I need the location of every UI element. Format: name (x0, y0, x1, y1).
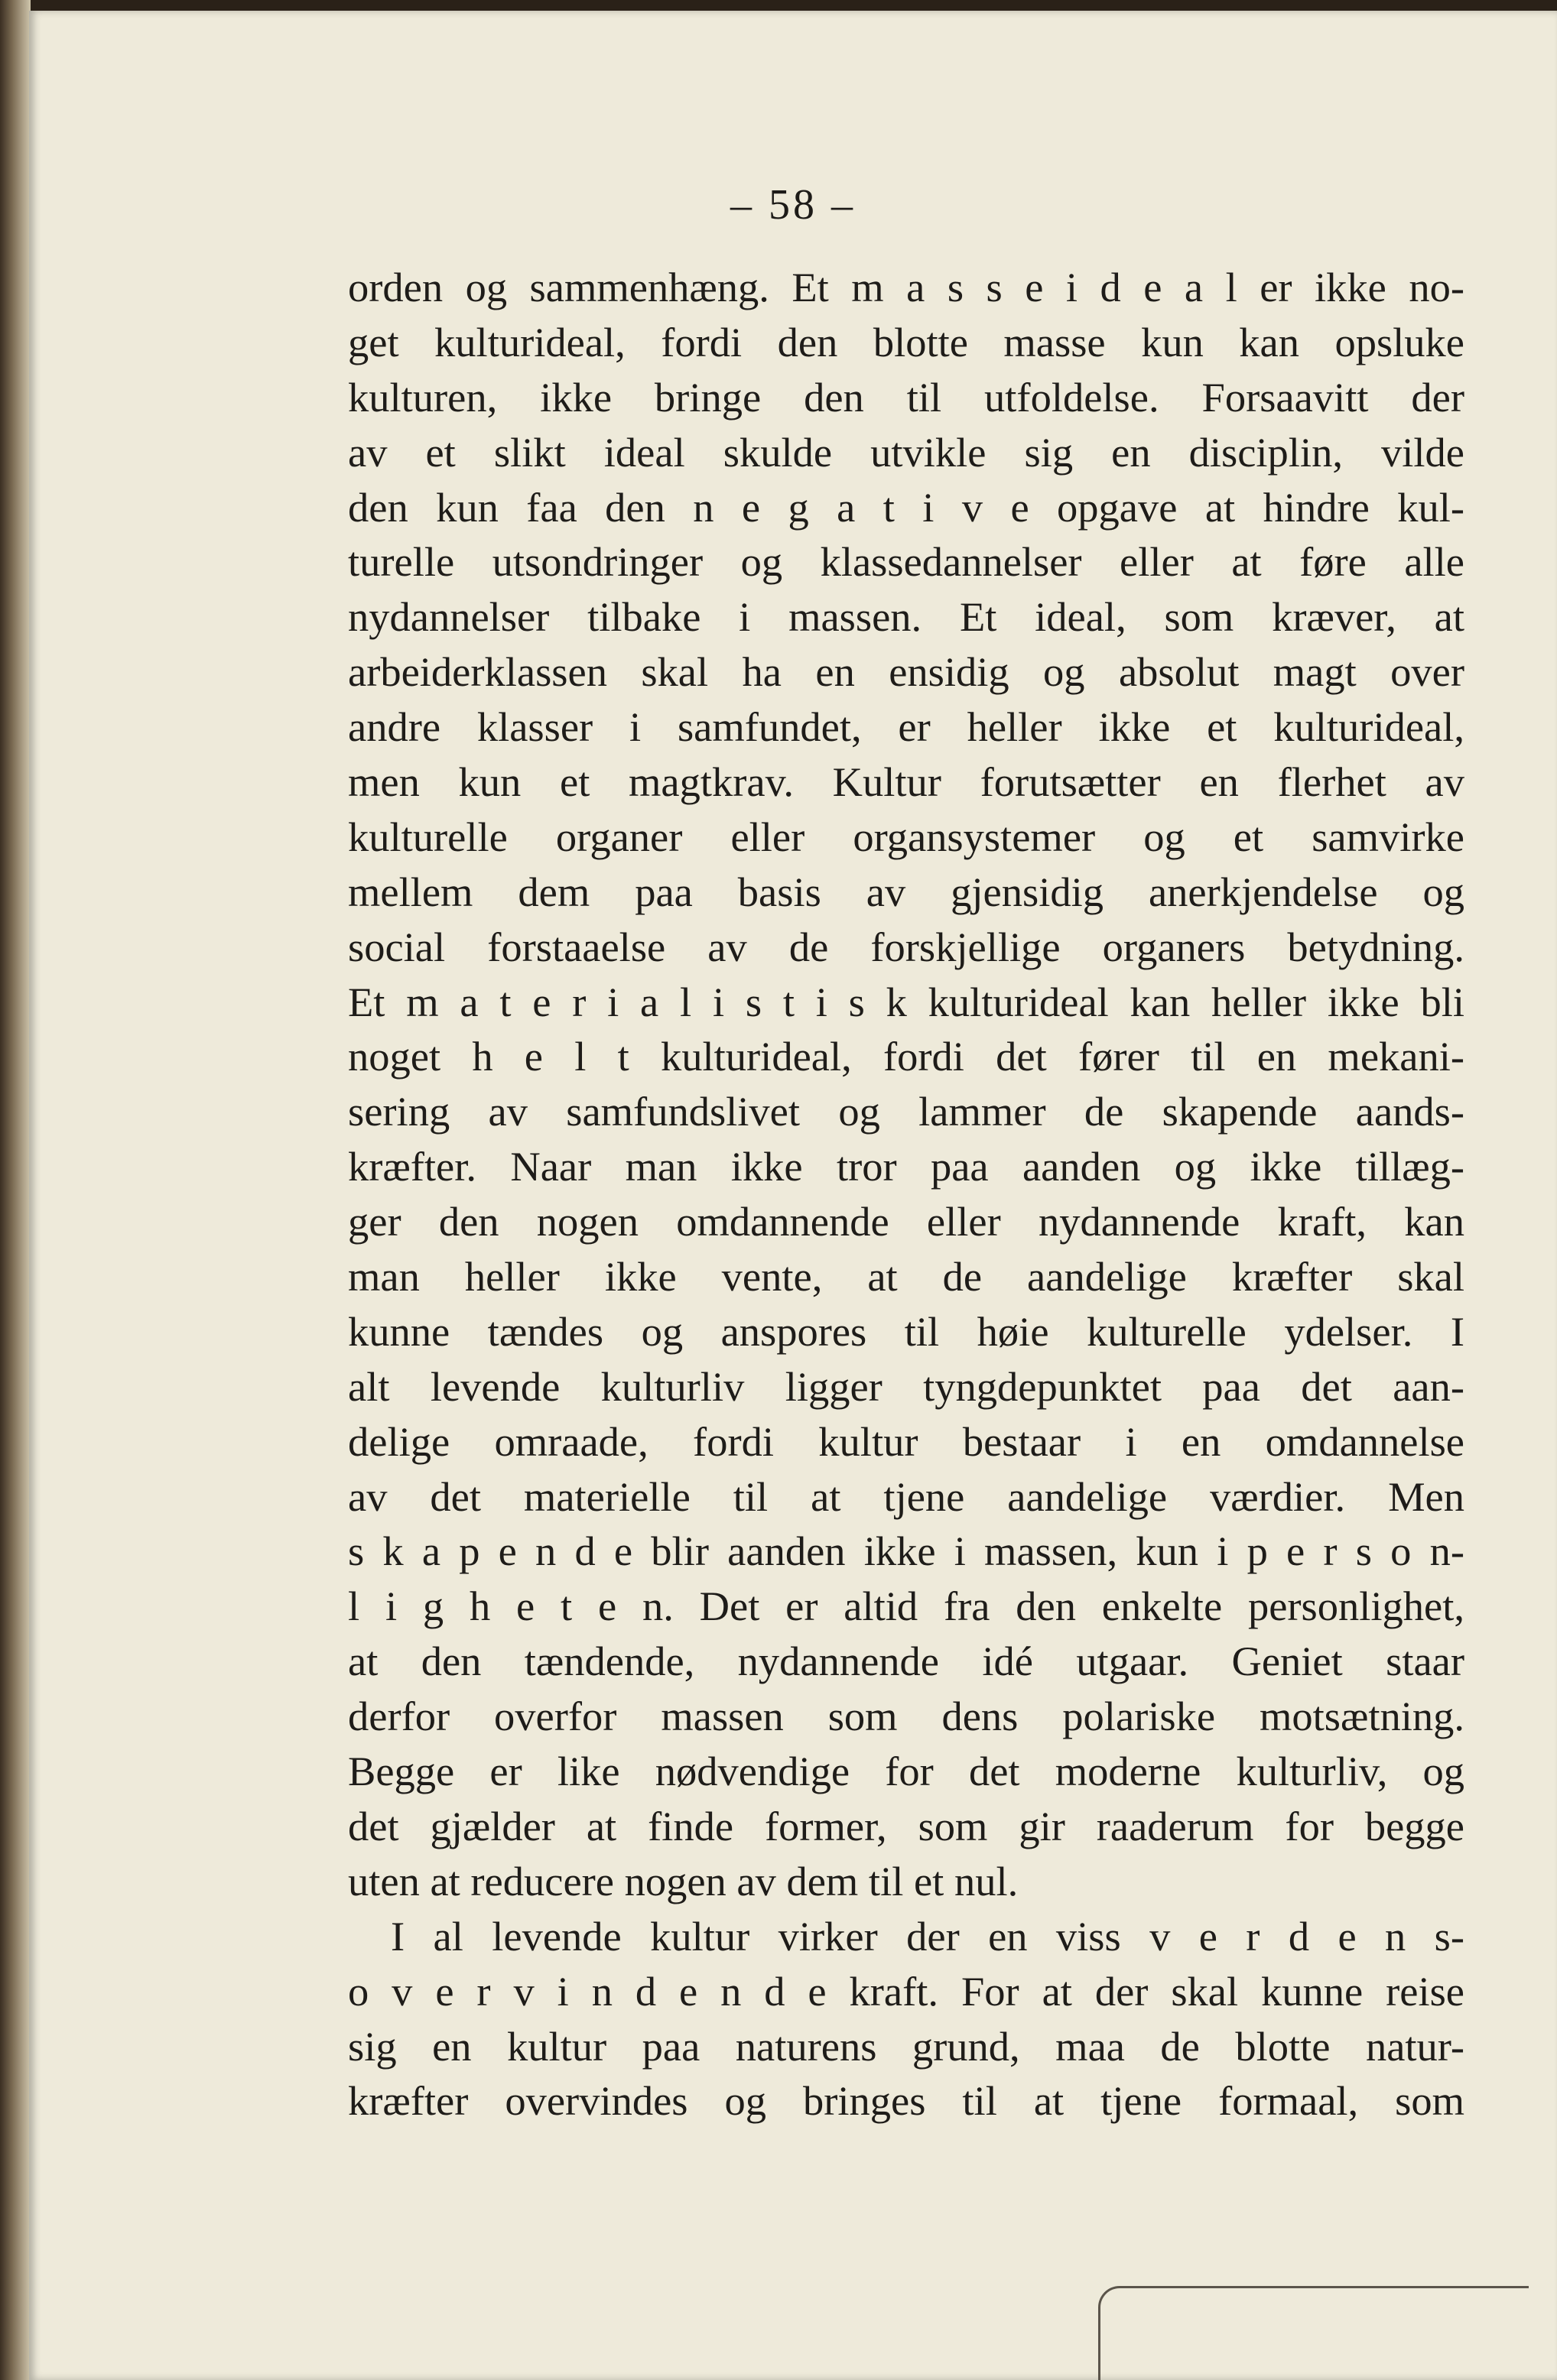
text-line: at den tændende, nydannende idé utgaar. Geniet staar (348, 1638, 1464, 1685)
page-text (348, 260, 1464, 2128)
text-line: kulturen, ikke bringe den til utfoldelse. Forsaavitt der (348, 373, 1464, 420)
text-line: social forstaaelse av de forskjellige organers betydning. (348, 923, 1464, 970)
text-line: ger den nogen omdannende eller nydannende kraft, kan (348, 1198, 1464, 1245)
text-line: kulturelle organer eller organsystemer og et samvirke (348, 813, 1464, 860)
text-line: derfor overfor massen som dens polariske motsætning. (348, 1693, 1464, 1740)
text-line: I al levende kultur virker der en viss v e r d e n s- (391, 1912, 1464, 1960)
text-line: av et slikt ideal skulde utvikle sig en disciplin, vilde (348, 428, 1464, 476)
text-line: Et m a t e r i a l i s t i s k kulturideal kan heller ikke bli (348, 978, 1464, 1025)
text-line: delige omraade, fordi kultur bestaar i en omdannelse (348, 1417, 1464, 1465)
text-line: kræfter. Naar man ikke tror paa aanden og ikke tillæg- (348, 1143, 1464, 1190)
text-line: alt levende kulturliv ligger tyngdepunktet paa det aan- (348, 1362, 1464, 1410)
page-corner-tab (1098, 2286, 1529, 2380)
text-line: sig en kultur paa naturens grund, maa de blotte natur- (348, 2022, 1464, 2070)
text-line: uten at reducere nogen av dem til et nul. (348, 1857, 1019, 1904)
text-line: men kun et magtkrav. Kultur forutsætter en flerhet av (348, 758, 1464, 806)
text-line: man heller ikke vente, at de aandelige kræfter skal (348, 1253, 1464, 1300)
text-line: Begge er like nødvendige for det moderne kulturliv, og (348, 1748, 1464, 1795)
text-line: nydannelser tilbake i massen. Et ideal, som kræver, at (348, 593, 1464, 641)
text-line: noget h e l t kulturideal, fordi det fører til en mekani- (348, 1033, 1464, 1080)
text-line: turelle utsondringer og klassedannelser eller at føre alle (348, 538, 1464, 586)
text-line: s k a p e n d e blir aanden ikke i massen, kun i p e r s o n- (348, 1528, 1464, 1575)
text-line: det gjælder at finde former, som gir raaderum for begge (348, 1802, 1464, 1849)
book-binding (0, 0, 31, 2380)
text-line: sering av samfundslivet og lammer de skapende aands- (348, 1088, 1464, 1135)
text-line: kræfter overvindes og bringes til at tjene formaal, som (348, 2077, 1464, 2125)
text-line: andre klasser i samfundet, er heller ikke et kulturideal, (348, 703, 1464, 751)
text-line: arbeiderklassen skal ha en ensidig og absolut magt over (348, 648, 1464, 696)
text-line: l i g h e t e n. Det er altid fra den enkelte personlighet, (348, 1583, 1464, 1630)
text-line: orden og sammenhæng. Et m a s s e i d e a l er ikke no- (348, 264, 1464, 310)
text-line: mellem dem paa basis av gjensidig anerkjendelse og (348, 868, 1464, 915)
text-line: av det materielle til at tjene aandelige værdier. Men (348, 1472, 1464, 1520)
text-line: o v e r v i n d e n d e kraft. For at der skal kunne reise (348, 1967, 1464, 2015)
text-line: get kulturideal, fordi den blotte masse kun kan opsluke (348, 318, 1464, 365)
page-number: – 58 – (730, 181, 856, 229)
text-line: den kun faa den n e g a t i v e opgave at hindre kul- (348, 483, 1464, 531)
text-line: kunne tændes og anspores til høie kulturelle ydelser. I (348, 1307, 1464, 1355)
